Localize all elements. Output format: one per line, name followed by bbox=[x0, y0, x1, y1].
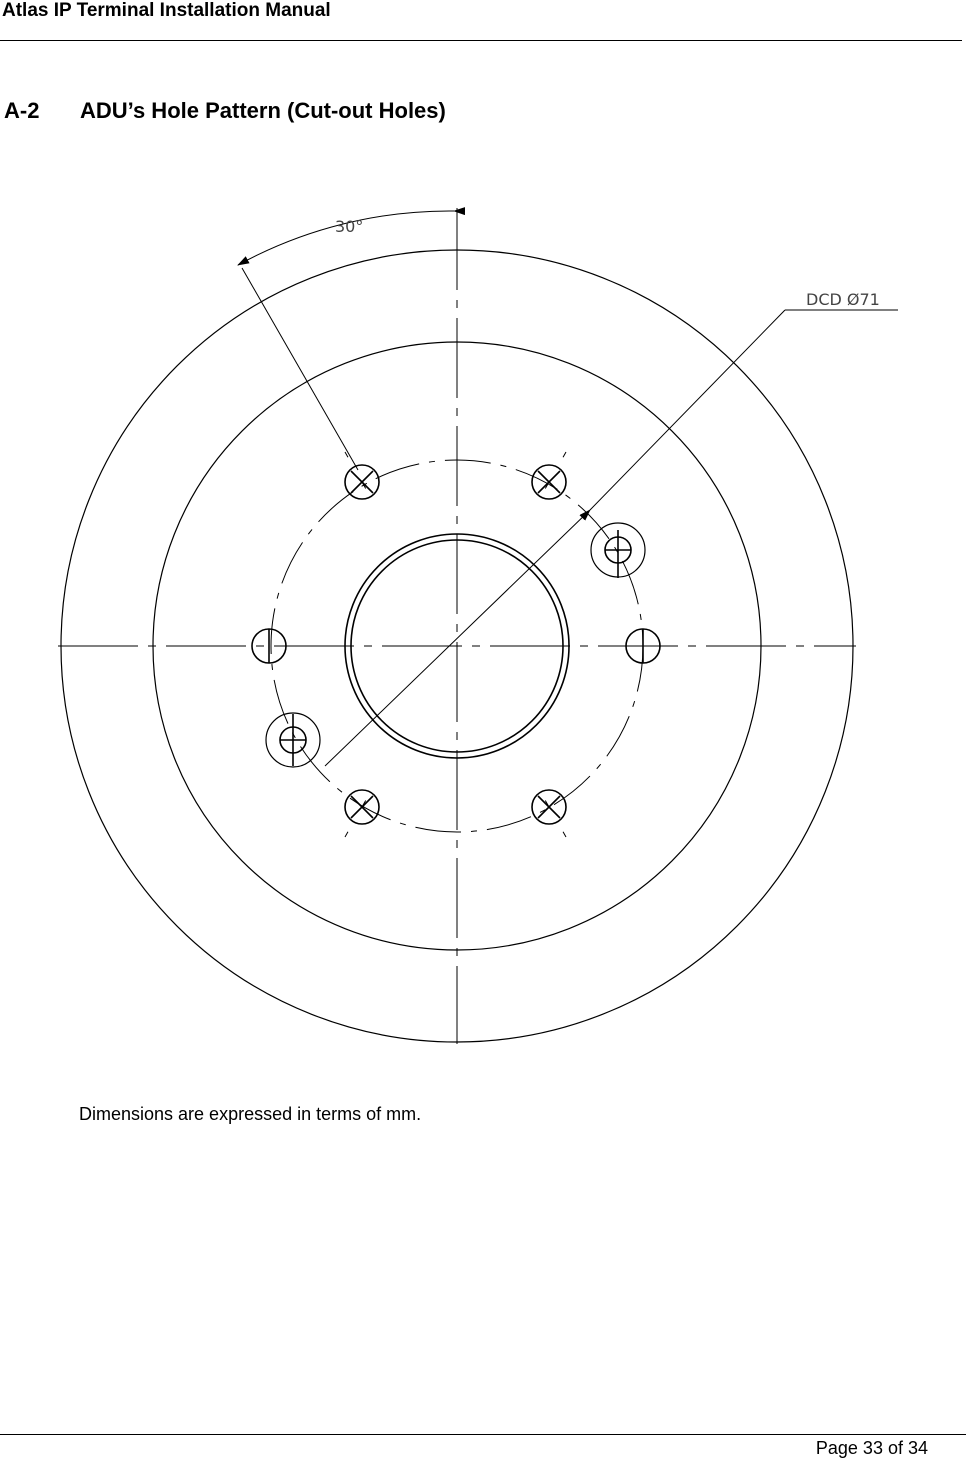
page-number: Page 33 of 34 bbox=[815, 1438, 928, 1458]
bolt-hole-lower-right bbox=[532, 777, 566, 837]
counterbore-hole-right bbox=[591, 523, 645, 578]
bolt-hole-lower-left bbox=[345, 777, 379, 837]
angle-label: 30° bbox=[335, 217, 364, 236]
bolt-hole-upper-left bbox=[345, 452, 379, 512]
counterbore-hole-left bbox=[266, 713, 320, 767]
footer-divider bbox=[0, 1434, 966, 1435]
section-title: ADU’s Hole Pattern (Cut-out Holes) bbox=[80, 98, 446, 123]
document-header-title: Atlas IP Terminal Installation Manual bbox=[2, 0, 331, 21]
section-number: A-2 bbox=[4, 98, 40, 123]
dcd-label: DCD Ø71 bbox=[806, 290, 880, 309]
dimension-note: Dimensions are expressed in terms of mm. bbox=[79, 1104, 422, 1124]
bolt-hole-upper-right bbox=[532, 452, 566, 512]
